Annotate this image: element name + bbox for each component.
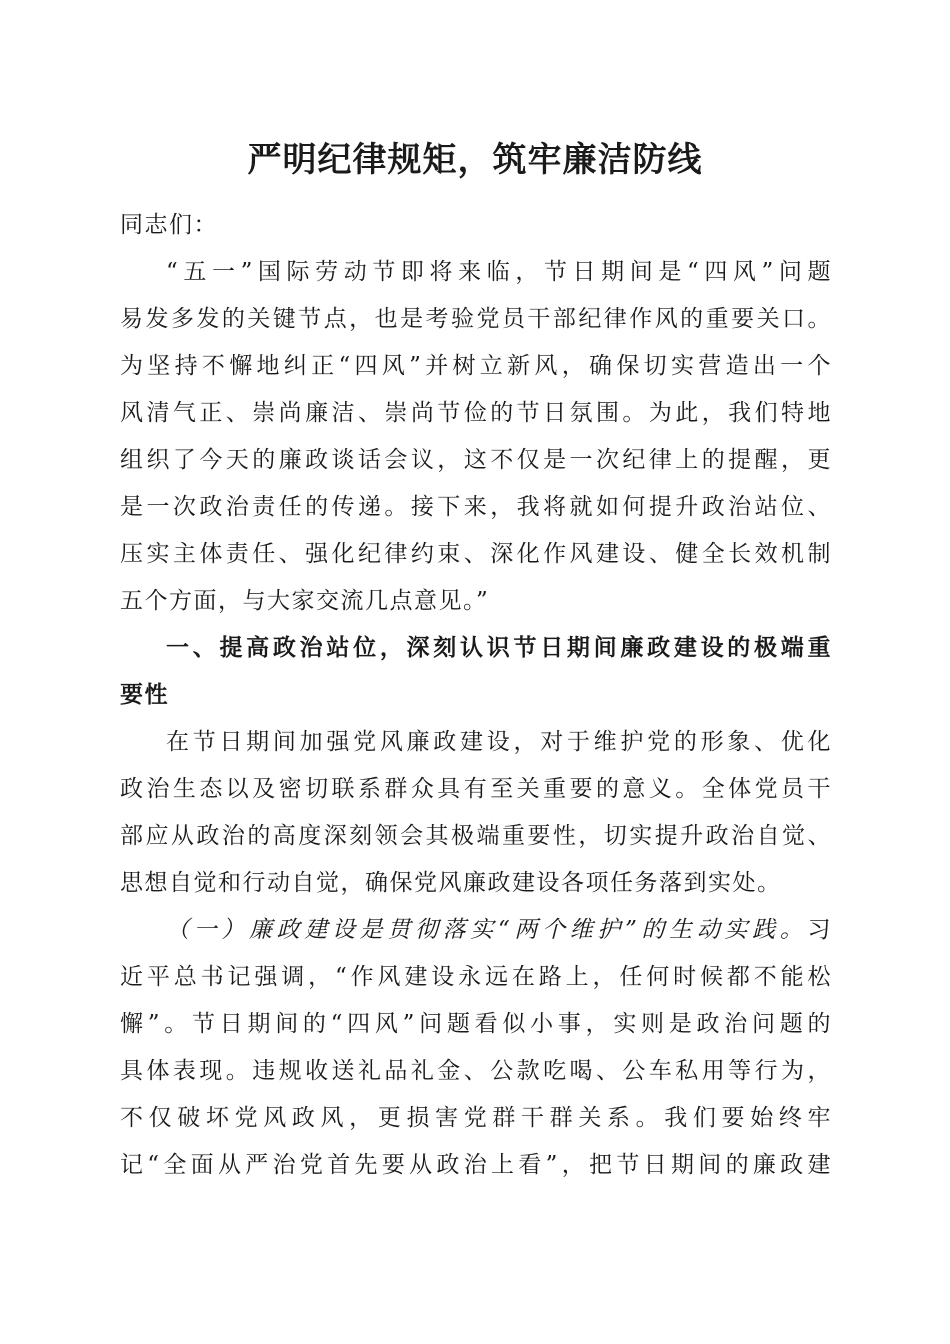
intro-line: 为坚持不懈地纠正“四风”并树立新风，确保切实营造出一个 [120, 353, 832, 379]
paragraph-line: 近平总书记强调，“作风建设永远在路上，任何时候都不能松 [120, 964, 832, 990]
paragraph-line: 部应从政治的高度深刻领会其极端重要性，切实提升政治自觉、 [120, 823, 832, 849]
subsection-first-line [120, 907, 832, 954]
paragraph-line: 具体表现。违规收送礼品礼金、公款吃喝、公车私用等行为， [120, 1058, 832, 1084]
intro-line: 是一次政治责任的传递。接下来，我将就如何提升政治站位、 [120, 494, 832, 520]
section-heading: 要性 [120, 682, 169, 708]
intro-line: “五一”国际劳动节即将来临，节日期间是“四风”问题 [166, 259, 832, 285]
intro-line: 压实主体责任、强化纪律约束、深化作风建设、健全长效机制 [120, 541, 832, 567]
paragraph-line: 记“全面从严治党首先要从政治上看”，把节日期间的廉政建 [120, 1152, 832, 1178]
subsection-heading: （一）廉政建设是贯彻落实“两个维护”的生动实践。 [166, 917, 808, 943]
intro-line: 五个方面，与大家交流几点意见。” [120, 588, 490, 614]
paragraph-line: 懈”。节日期间的“四风”问题看似小事，实则是政治问题的 [120, 1011, 832, 1037]
intro-line: 风清气正、崇尚廉洁、崇尚节俭的节日氛围。为此，我们特地 [120, 400, 832, 426]
paragraph-line: 政治生态以及密切联系群众具有至关重要的意义。全体党员干 [120, 776, 832, 802]
document-body [120, 202, 832, 1189]
paragraph-line: 在节日期间加强党风廉政建设，对于维护党的形象、优化 [166, 729, 832, 755]
subsection-first-tail: 习 [807, 917, 832, 943]
paragraph-line: 不仅破坏党风政风，更损害党群干群关系。我们要始终牢 [120, 1105, 832, 1131]
intro-line: 易发多发的关键节点，也是考验党员干部纪律作风的重要关口。 [120, 306, 832, 332]
document-title: 严明纪律规矩，筑牢廉洁防线 [247, 140, 703, 180]
section-heading: 一、提高政治站位，深刻认识节日期间廉政建设的极端重 [166, 635, 832, 661]
salutation: 同志们： [120, 212, 218, 238]
intro-line: 组织了今天的廉政谈话会议，这不仅是一次纪律上的提醒，更 [120, 447, 832, 473]
paragraph-line: 思想自觉和行动自觉，确保党风廉政建设各项任务落到实处。 [120, 870, 782, 896]
